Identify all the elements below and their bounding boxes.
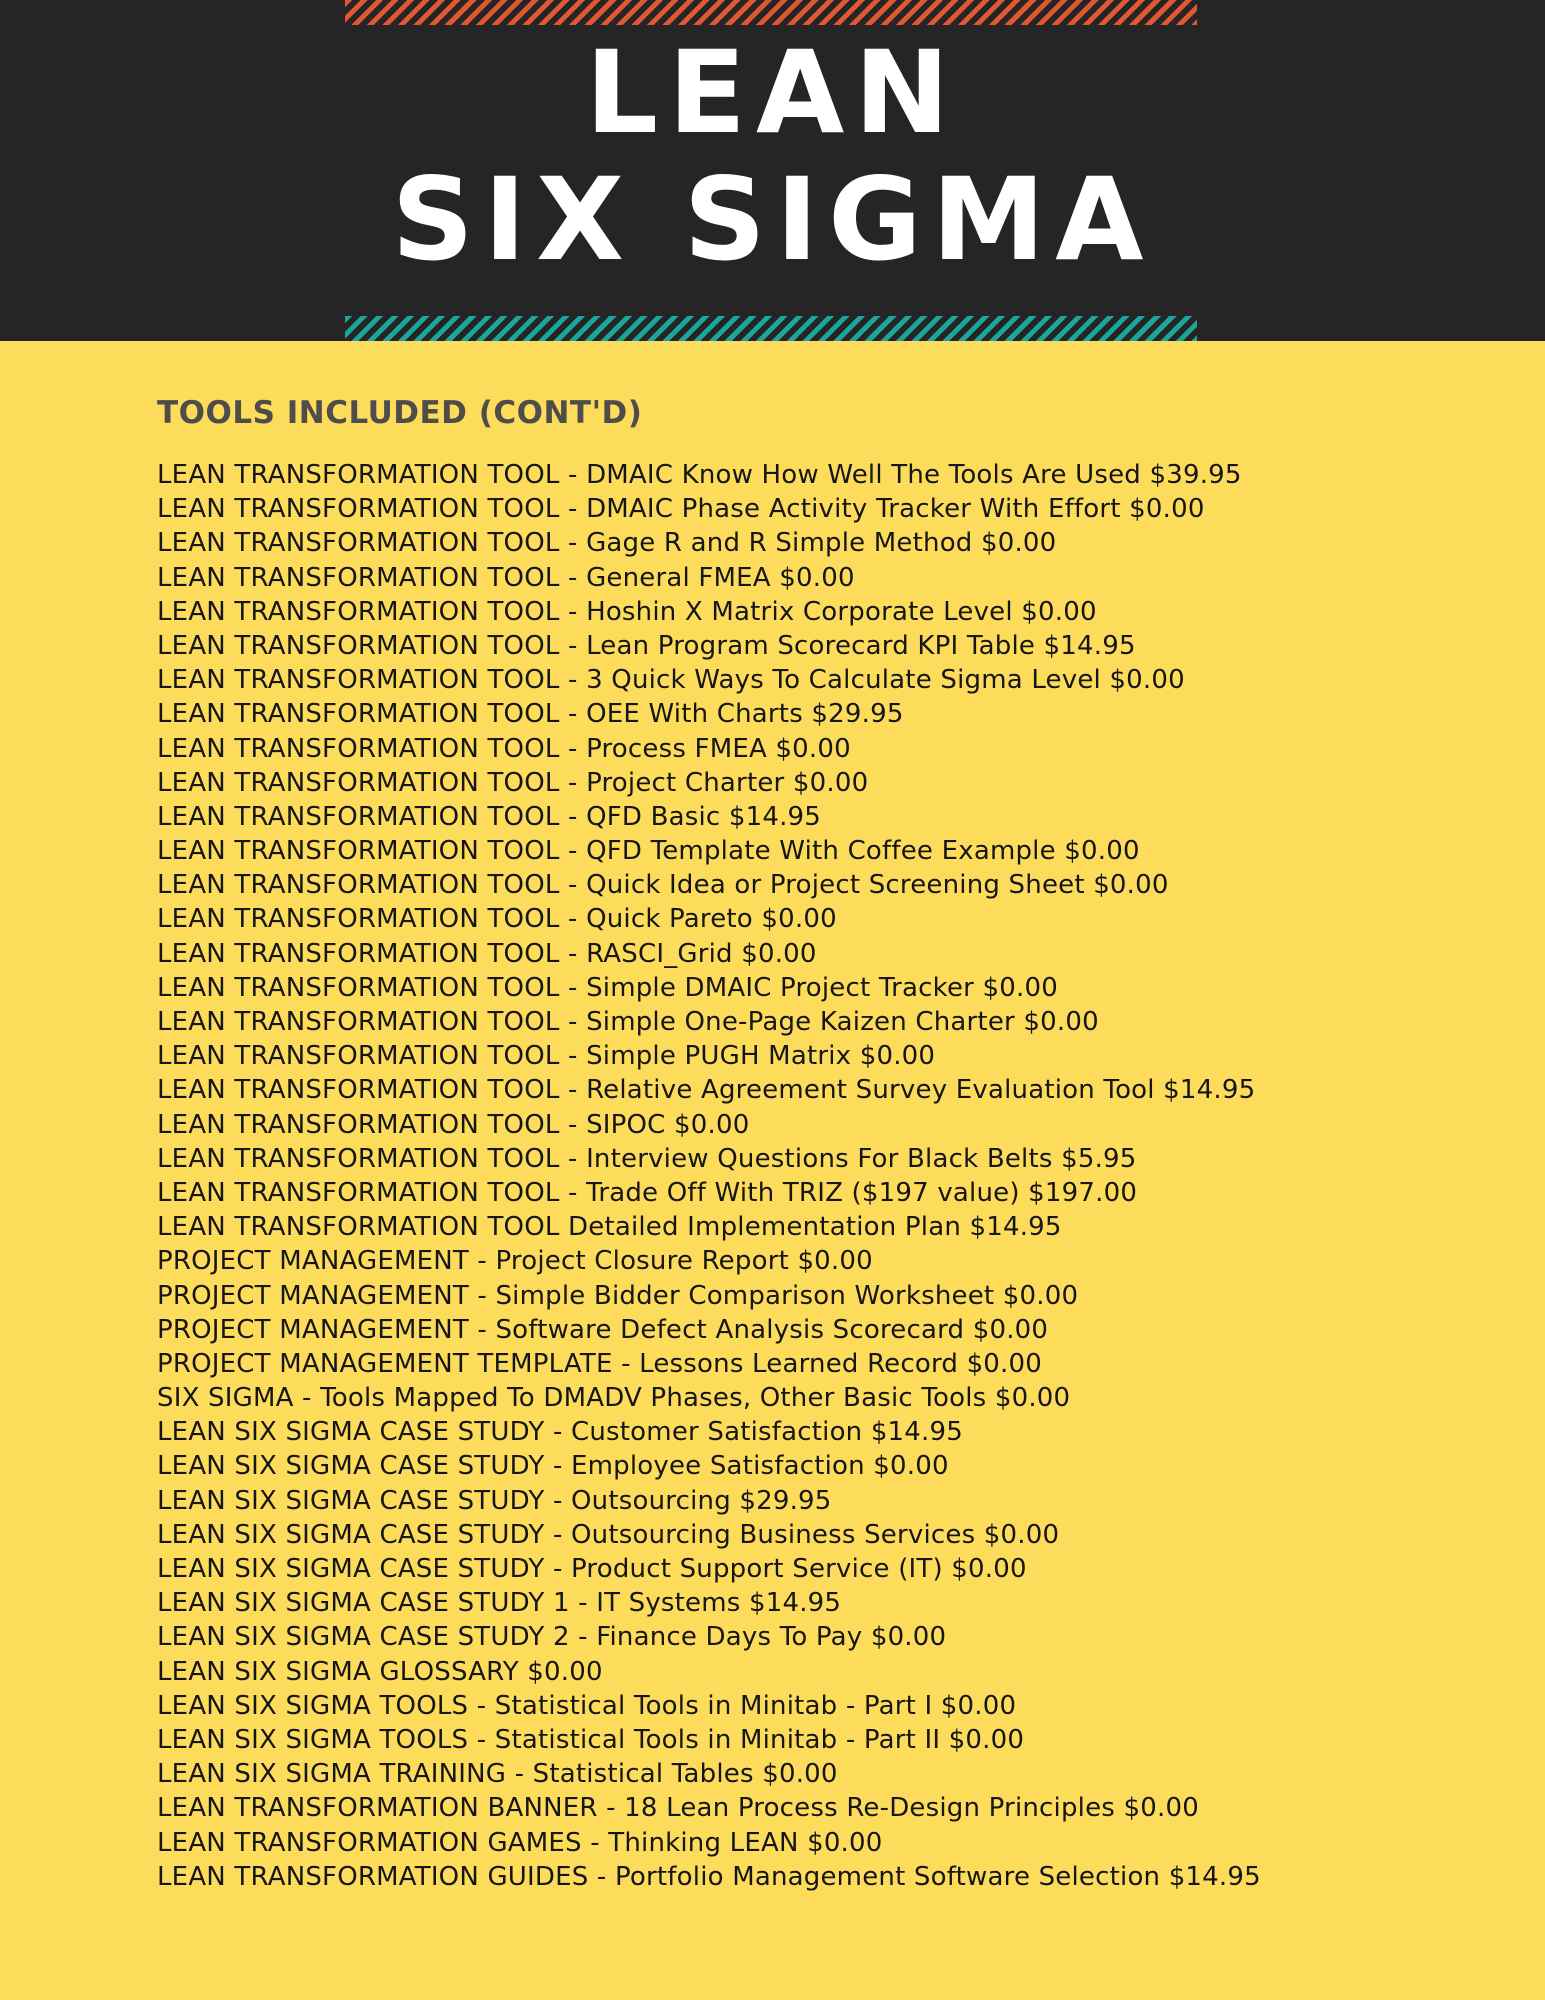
list-item: LEAN TRANSFORMATION TOOL - 3 Quick Ways To Calculate Sigma Level $0.00	[157, 665, 1185, 696]
list-item: LEAN TRANSFORMATION TOOL - QFD Basic $14.95	[157, 801, 822, 832]
list-item: LEAN TRANSFORMATION TOOL - RASCI_Grid $0.00	[157, 938, 817, 969]
list-item: LEAN TRANSFORMATION TOOL - Trade Off With TRIZ ($197 value) $197.00	[157, 1177, 1138, 1208]
list-item: LEAN TRANSFORMATION GUIDES - Portfolio Management Software Selection $14.95	[157, 1861, 1261, 1892]
list-item: LEAN TRANSFORMATION TOOL - Hoshin X Matrix Corporate Level $0.00	[157, 596, 1097, 627]
list-item: LEAN TRANSFORMATION TOOL - Process FMEA $0.00	[157, 733, 851, 764]
list-item: LEAN TRANSFORMATION GAMES - Thinking LEAN $0.00	[157, 1827, 883, 1858]
list-item: LEAN TRANSFORMATION TOOL - OEE With Charts $29.95	[157, 699, 904, 730]
list-item: LEAN SIX SIGMA CASE STUDY - Outsourcing Business Services $0.00	[157, 1519, 1060, 1550]
title-line-six-sigma: SIX SIGMA	[391, 153, 1154, 286]
list-item: LEAN TRANSFORMATION TOOL - Relative Agreement Survey Evaluation Tool $14.95	[157, 1075, 1256, 1106]
list-item: LEAN SIX SIGMA CASE STUDY - Customer Satisfaction $14.95	[157, 1417, 963, 1448]
list-item: PROJECT MANAGEMENT TEMPLATE - Lessons Learned Record $0.00	[157, 1348, 1042, 1379]
list-item: LEAN TRANSFORMATION TOOL - Gage R and R Simple Method $0.00	[157, 528, 1057, 559]
list-item: LEAN TRANSFORMATION TOOL - DMAIC Know How Well The Tools Are Used $39.95	[157, 460, 1242, 490]
list-item: SIX SIGMA - Tools Mapped To DMADV Phases, Other Basic Tools $0.00	[157, 1383, 1071, 1414]
list-item: LEAN TRANSFORMATION TOOL - Interview Questions For Black Belts $5.95	[157, 1143, 1137, 1174]
list-item: LEAN TRANSFORMATION TOOL - General FMEA $0.00	[157, 562, 855, 593]
list-item: PROJECT MANAGEMENT - Software Defect Analysis Scorecard $0.00	[157, 1314, 1049, 1345]
list-item: LEAN TRANSFORMATION TOOL - Simple DMAIC Project Tracker $0.00	[157, 972, 1058, 1003]
list-item: LEAN TRANSFORMATION TOOL - SIPOC $0.00	[157, 1109, 750, 1140]
list-item: LEAN TRANSFORMATION TOOL - Lean Program Scorecard KPI Table $14.95	[157, 630, 1136, 661]
list-item: LEAN TRANSFORMATION TOOL - Simple One-Page Kaizen Charter $0.00	[157, 1007, 1099, 1037]
list-item: LEAN SIX SIGMA TOOLS - Statistical Tools in Minitab - Part II $0.00	[157, 1724, 1025, 1755]
list-item: LEAN SIX SIGMA GLOSSARY $0.00	[157, 1656, 603, 1687]
list-item: PROJECT MANAGEMENT - Simple Bidder Comparison Worksheet $0.00	[157, 1280, 1079, 1311]
list-item: LEAN SIX SIGMA TRAINING - Statistical Tables $0.00	[157, 1759, 838, 1790]
section-heading: TOOLS INCLUDED (CONT'D)	[157, 395, 643, 431]
list-item: LEAN TRANSFORMATION TOOL - Quick Idea or Project Screening Sheet $0.00	[157, 870, 1169, 901]
list-item: LEAN SIX SIGMA CASE STUDY - Employee Satisfaction $0.00	[157, 1451, 949, 1482]
list-item: LEAN TRANSFORMATION TOOL Detailed Implementation Plan $14.95	[157, 1212, 1062, 1243]
list-item: LEAN TRANSFORMATION TOOL - Quick Pareto $0.00	[157, 904, 837, 935]
orange-stripe-decoration	[345, 0, 1197, 25]
teal-stripe-decoration	[345, 316, 1197, 341]
list-item: LEAN TRANSFORMATION TOOL - Project Charter $0.00	[157, 767, 869, 798]
header-banner	[0, 0, 1545, 341]
list-item: LEAN SIX SIGMA TOOLS - Statistical Tools in Minitab - Part I $0.00	[157, 1690, 1017, 1721]
list-item: LEAN SIX SIGMA CASE STUDY - Product Support Service (IT) $0.00	[157, 1554, 1027, 1584]
title-line-lean: LEAN	[585, 26, 960, 159]
list-item: LEAN SIX SIGMA CASE STUDY - Outsourcing $29.95	[157, 1485, 832, 1516]
list-item: LEAN TRANSFORMATION TOOL - QFD Template With Coffee Example $0.00	[157, 836, 1140, 867]
list-item: LEAN TRANSFORMATION BANNER - 18 Lean Process Re-Design Principles $0.00	[157, 1793, 1199, 1824]
list-item: LEAN SIX SIGMA CASE STUDY 2 - Finance Days To Pay $0.00	[157, 1622, 947, 1653]
list-item: LEAN SIX SIGMA CASE STUDY 1 - IT Systems $14.95	[157, 1588, 842, 1619]
tools-list	[157, 458, 1497, 1894]
list-item: LEAN TRANSFORMATION TOOL - Simple PUGH Matrix $0.00	[157, 1041, 936, 1072]
list-item: LEAN TRANSFORMATION TOOL - DMAIC Phase Activity Tracker With Effort $0.00	[157, 494, 1205, 525]
list-item: PROJECT MANAGEMENT - Project Closure Report $0.00	[157, 1246, 873, 1277]
